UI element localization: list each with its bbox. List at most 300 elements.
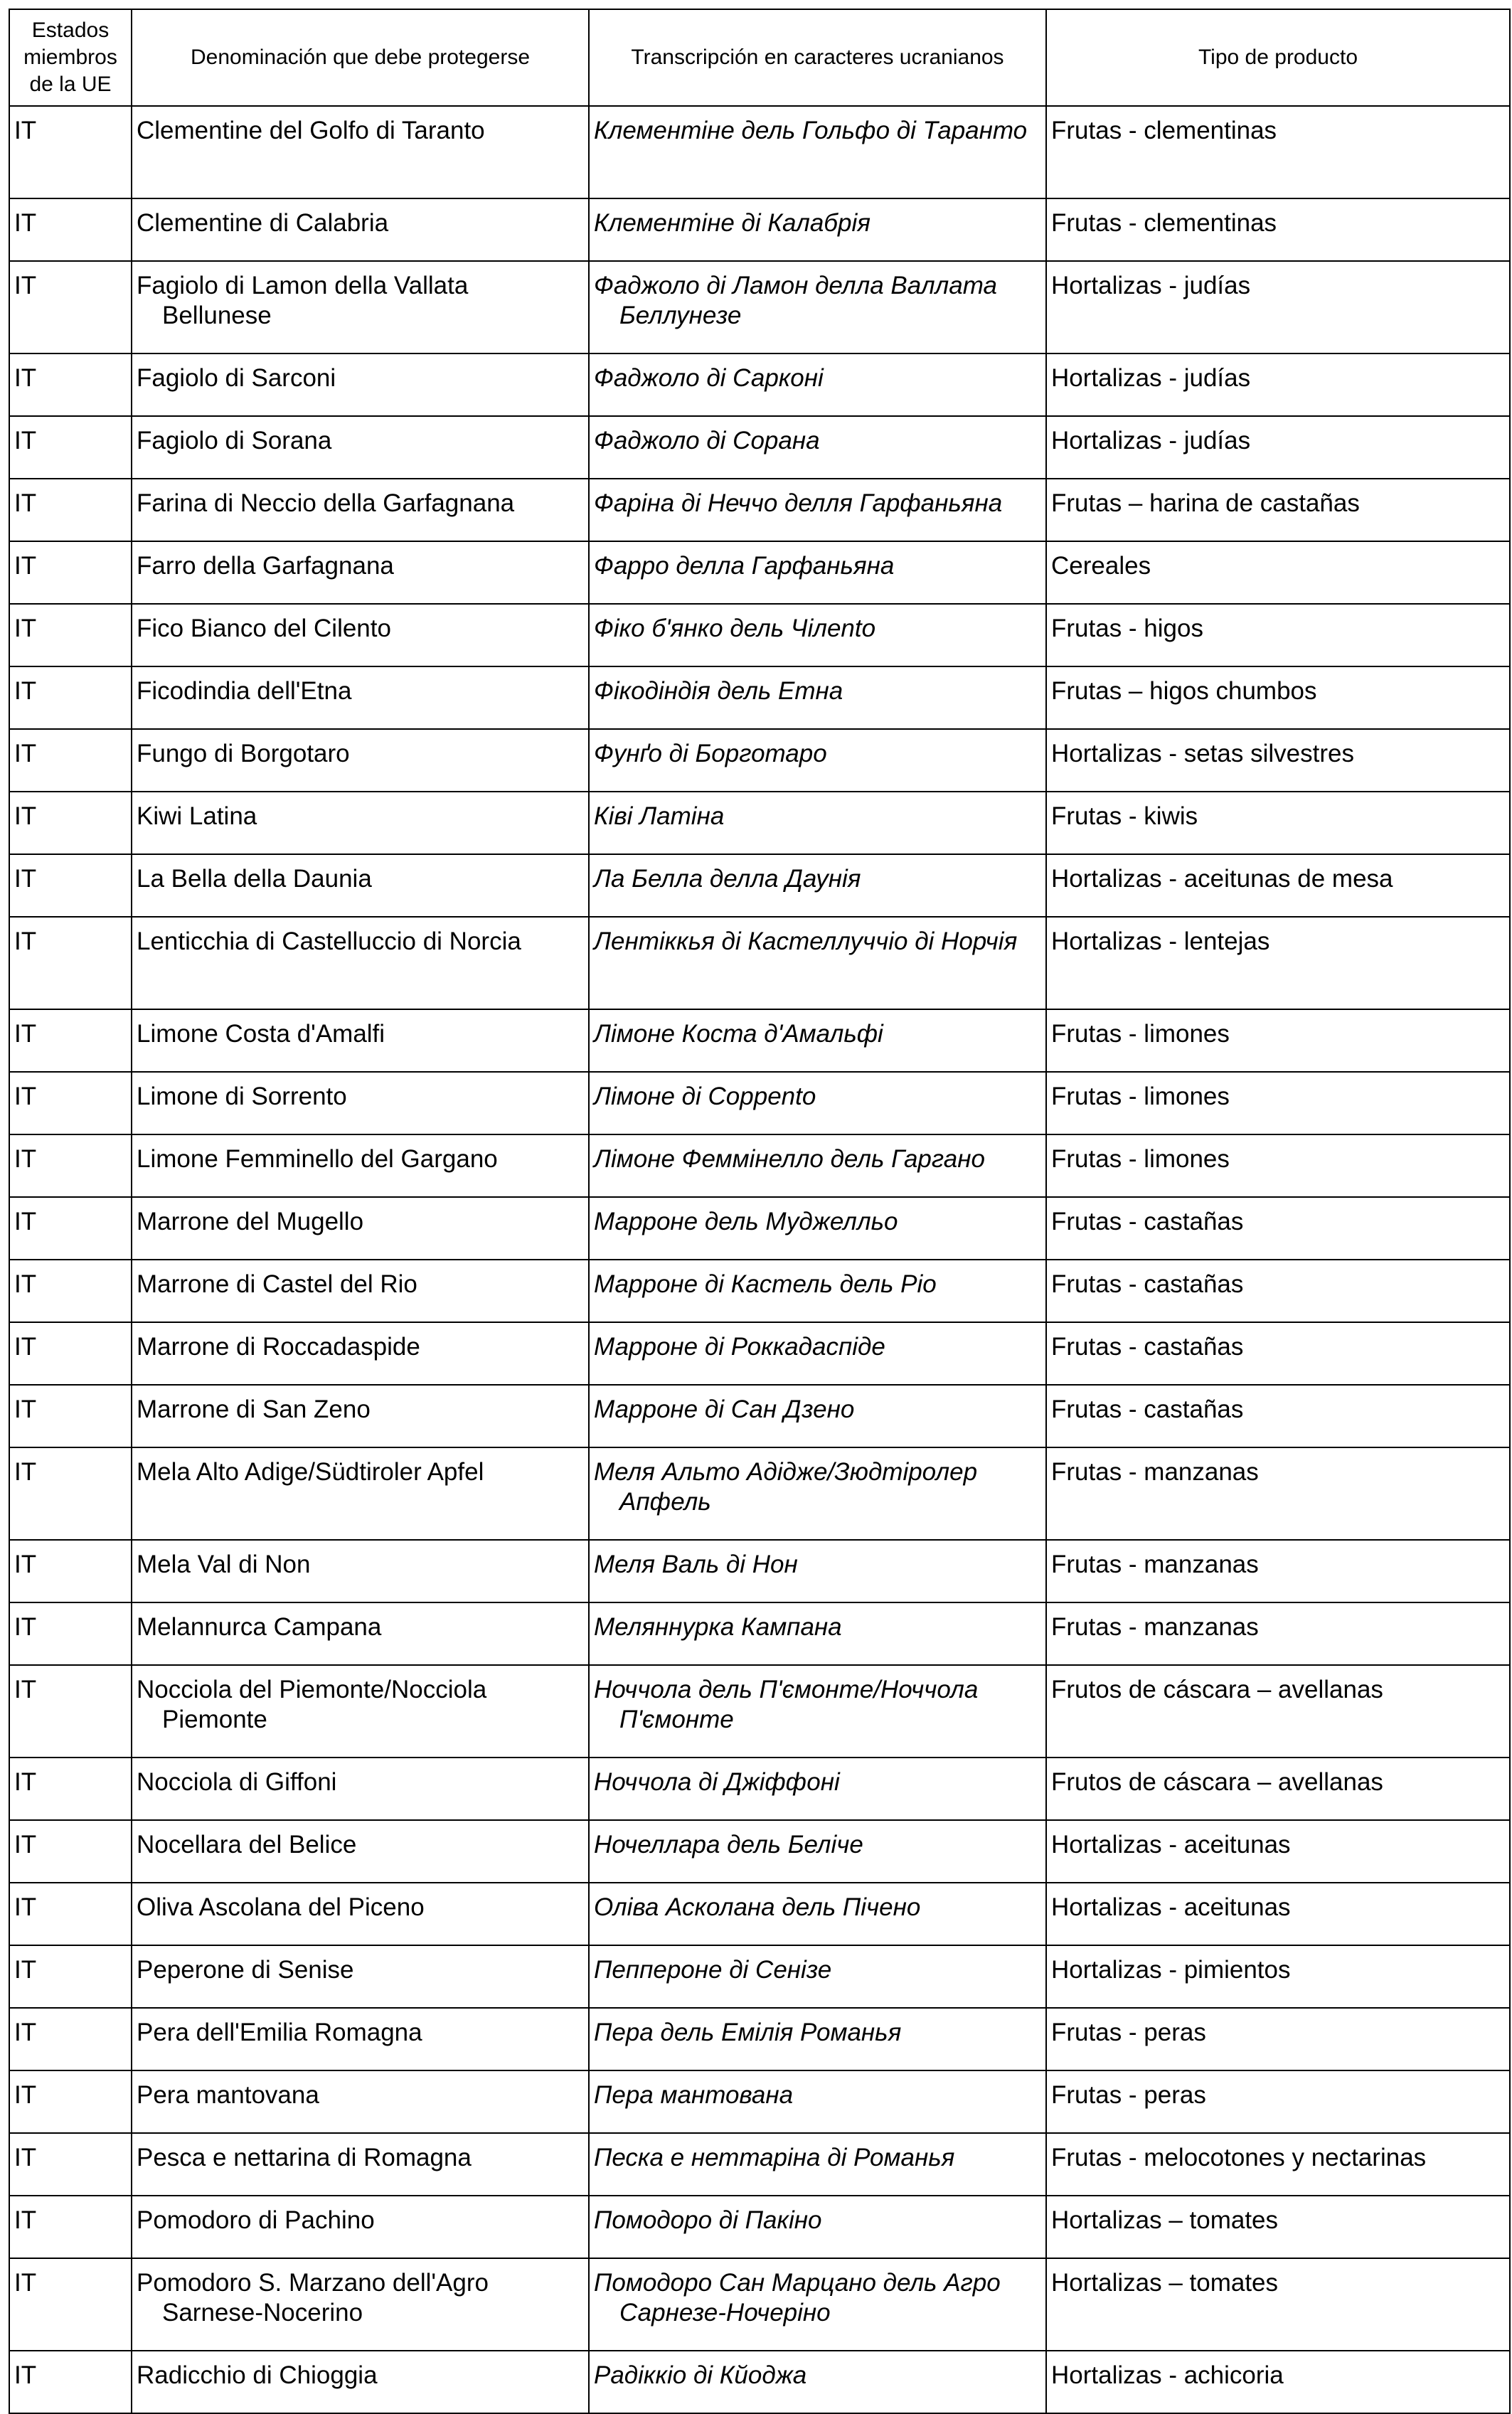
cell-member-state-text: IT	[14, 615, 37, 642]
table-row	[9, 353, 1510, 416]
cell-member-state	[9, 541, 132, 604]
table-row	[9, 1385, 1510, 1447]
cell-product-type	[1046, 479, 1510, 541]
cell-member-state-text: IT	[14, 740, 37, 767]
cell-transcription-text: Клементіне ді Калабрія	[594, 209, 871, 237]
cell-name	[132, 353, 589, 416]
cell-transcription-text: Фарро делла Гарфаньяна	[594, 552, 895, 580]
table-row	[9, 541, 1510, 604]
cell-product-type	[1046, 1540, 1510, 1602]
cell-transcription-text: Лімоне Феммінелло дель Гаргано	[594, 1145, 985, 1173]
cell-name	[132, 2258, 589, 2351]
cell-member-state	[9, 1385, 132, 1447]
cell-product-type	[1046, 541, 1510, 604]
cell-transcription-text: Лімоне Коста д'Амальфі	[594, 1020, 883, 1048]
cell-product-type	[1046, 1602, 1510, 1665]
cell-product-type	[1046, 2133, 1510, 2196]
cell-name-text: Peperone di Senise	[137, 1956, 354, 1984]
cell-product-type	[1046, 1883, 1510, 1945]
cell-member-state	[9, 2351, 132, 2413]
cell-name-text: Mela Val di Non	[137, 1551, 311, 1578]
cell-name	[132, 1134, 589, 1197]
cell-transcription	[589, 1009, 1046, 1072]
cell-product-type-text: Frutas - higos	[1051, 615, 1203, 642]
cell-name	[132, 541, 589, 604]
cell-transcription	[589, 1072, 1046, 1134]
cell-product-type-text: Hortalizas - achicoria	[1051, 2361, 1284, 2389]
cell-name	[132, 106, 589, 198]
cell-name	[132, 1447, 589, 1540]
cell-member-state	[9, 479, 132, 541]
cell-name-text: Fico Bianco del Cilento	[137, 615, 391, 642]
table-row	[9, 2196, 1510, 2258]
cell-name	[132, 1540, 589, 1602]
cell-name-text: Pera dell'Emilia Romagna	[137, 2019, 422, 2046]
cell-member-state	[9, 106, 132, 198]
cell-name-text: Fagiolo di Lamon della Vallata Bellunese	[137, 272, 469, 329]
cell-product-type	[1046, 1447, 1510, 1540]
cell-product-type-text: Hortalizas - judías	[1051, 364, 1251, 392]
cell-member-state-text: IT	[14, 1208, 37, 1235]
cell-product-type	[1046, 729, 1510, 792]
cell-name-text: Nocellara del Belice	[137, 1831, 357, 1859]
cell-name-text: Marrone di Roccadaspide	[137, 1333, 420, 1361]
cell-member-state	[9, 261, 132, 353]
cell-name-text: Ficodindia dell'Etna	[137, 677, 352, 705]
cell-product-type-text: Hortalizas - lentejas	[1051, 927, 1270, 955]
table-row	[9, 479, 1510, 541]
cell-product-type-text: Cereales	[1051, 552, 1151, 580]
cell-member-state	[9, 1883, 132, 1945]
cell-name-text: Limone Costa d'Amalfi	[137, 1020, 385, 1048]
cell-transcription-text: Фунґо ді Борготаро	[594, 740, 827, 767]
cell-member-state	[9, 1260, 132, 1322]
cell-product-type-text: Frutas - castañas	[1051, 1333, 1244, 1361]
cell-product-type-text: Frutas - melocotones y nectarinas	[1051, 2144, 1427, 2171]
cell-product-type	[1046, 106, 1510, 198]
cell-product-type	[1046, 854, 1510, 917]
cell-name	[132, 729, 589, 792]
cell-name-text: Fagiolo di Sarconi	[137, 364, 336, 392]
cell-name-text: Fungo di Borgotaro	[137, 740, 350, 767]
cell-product-type-text: Hortalizas – tomates	[1051, 2206, 1279, 2234]
cell-name-text: Marrone di Castel del Rio	[137, 1270, 417, 1298]
cell-name	[132, 2351, 589, 2413]
table-row	[9, 1072, 1510, 1134]
cell-member-state	[9, 416, 132, 479]
cell-member-state-text: IT	[14, 209, 37, 237]
cell-name-text: Radicchio di Chioggia	[137, 2361, 378, 2389]
cell-product-type-text: Frutas - manzanas	[1051, 1613, 1259, 1641]
table-row	[9, 1820, 1510, 1883]
cell-name	[132, 416, 589, 479]
cell-product-type	[1046, 1009, 1510, 1072]
table-body	[9, 106, 1510, 2413]
cell-name	[132, 604, 589, 666]
cell-transcription	[589, 2133, 1046, 2196]
cell-member-state-text: IT	[14, 2206, 37, 2234]
cell-transcription-text: Меляннурка Кампана	[594, 1613, 842, 1641]
cell-product-type	[1046, 1758, 1510, 1820]
cell-product-type	[1046, 2258, 1510, 2351]
table-row	[9, 792, 1510, 854]
cell-name	[132, 1945, 589, 2008]
cell-name	[132, 666, 589, 729]
cell-member-state-text: IT	[14, 552, 37, 580]
cell-product-type-text: Hortalizas - aceitunas de mesa	[1051, 865, 1393, 893]
table-row	[9, 261, 1510, 353]
cell-transcription	[589, 2258, 1046, 2351]
cell-name-text: Pomodoro S. Marzano dell'Agro Sarnese-Nocerino	[137, 2269, 489, 2327]
table-row	[9, 1665, 1510, 1758]
cell-transcription-text: Радіккіо ді Кйоджа	[594, 2361, 807, 2389]
cell-member-state	[9, 1540, 132, 1602]
cell-transcription	[589, 1758, 1046, 1820]
cell-transcription-text: Оліва Асколана дель Пічено	[594, 1893, 921, 1921]
cell-member-state-text: IT	[14, 2361, 37, 2389]
cell-name-text: Farina di Neccio della Garfagnana	[137, 489, 515, 517]
cell-product-type-text: Hortalizas - aceitunas	[1051, 1831, 1291, 1859]
cell-product-type-text: Frutas - peras	[1051, 2019, 1206, 2046]
cell-transcription	[589, 1260, 1046, 1322]
cell-member-state	[9, 792, 132, 854]
table-row	[9, 1197, 1510, 1260]
cell-transcription	[589, 666, 1046, 729]
cell-name	[132, 1602, 589, 1665]
cell-product-type	[1046, 1072, 1510, 1134]
cell-product-type-text: Hortalizas - judías	[1051, 272, 1251, 299]
cell-transcription	[589, 198, 1046, 261]
table-row	[9, 1540, 1510, 1602]
table-row	[9, 729, 1510, 792]
table-row	[9, 198, 1510, 261]
cell-product-type	[1046, 666, 1510, 729]
table-row	[9, 1602, 1510, 1665]
cell-name-text: Pomodoro di Pachino	[137, 2206, 375, 2234]
cell-name-text: Nocciola di Giffoni	[137, 1768, 337, 1796]
cell-transcription	[589, 1820, 1046, 1883]
cell-product-type-text: Hortalizas – tomates	[1051, 2269, 1279, 2297]
cell-member-state-text: IT	[14, 364, 37, 392]
cell-name	[132, 1009, 589, 1072]
cell-product-type-text: Hortalizas - judías	[1051, 427, 1251, 454]
cell-name	[132, 2008, 589, 2070]
cell-member-state	[9, 1134, 132, 1197]
cell-transcription	[589, 1447, 1046, 1540]
cell-transcription-text: Пеппероне ді Сенізе	[594, 1956, 832, 1984]
cell-member-state-text: IT	[14, 1831, 37, 1859]
cell-transcription-text: Ківі Латіна	[594, 802, 725, 830]
cell-name-text: Kiwi Latina	[137, 802, 257, 830]
cell-product-type	[1046, 2351, 1510, 2413]
cell-product-type-text: Frutas – harina de castañas	[1051, 489, 1360, 517]
cell-product-type	[1046, 1945, 1510, 2008]
cell-transcription	[589, 261, 1046, 353]
cell-product-type-text: Frutas - manzanas	[1051, 1551, 1259, 1578]
cell-product-type	[1046, 604, 1510, 666]
cell-transcription-text: Меля Валь ді Нон	[594, 1551, 798, 1578]
table-row	[9, 2258, 1510, 2351]
table-row	[9, 416, 1510, 479]
cell-product-type-text: Frutas – higos chumbos	[1051, 677, 1317, 705]
table-row	[9, 1758, 1510, 1820]
cell-name	[132, 1072, 589, 1134]
cell-transcription-text: Ночеллара дель Беліче	[594, 1831, 863, 1859]
cell-product-type-text: Frutas - clementinas	[1051, 117, 1277, 144]
cell-product-type-text: Frutas - manzanas	[1051, 1458, 1259, 1486]
cell-transcription	[589, 353, 1046, 416]
cell-product-type	[1046, 1820, 1510, 1883]
cell-transcription	[589, 541, 1046, 604]
cell-member-state	[9, 2133, 132, 2196]
cell-transcription-text: Помодоро Сан Марцано дель Агро Сарнезе-Ночеріно	[594, 2269, 1001, 2327]
cell-member-state	[9, 2070, 132, 2133]
cell-transcription-text: Пера дель Емілія Романья	[594, 2019, 902, 2046]
cell-transcription-text: Марроне ді Сан Дзено	[594, 1395, 855, 1423]
cell-product-type-text: Frutos de cáscara – avellanas	[1051, 1676, 1383, 1703]
cell-transcription-text: Фіко б'янко дель Чілento	[594, 615, 876, 642]
cell-transcription	[589, 1322, 1046, 1385]
cell-transcription	[589, 604, 1046, 666]
cell-product-type	[1046, 1322, 1510, 1385]
cell-member-state-text: IT	[14, 1333, 37, 1361]
cell-member-state	[9, 198, 132, 261]
cell-name	[132, 1260, 589, 1322]
cell-product-type	[1046, 353, 1510, 416]
cell-product-type	[1046, 2196, 1510, 2258]
cell-transcription-text: Помодоро ді Пакіно	[594, 2206, 822, 2234]
cell-transcription	[589, 2070, 1046, 2133]
cell-name-text: Limone di Sorrento	[137, 1083, 347, 1110]
cell-name	[132, 917, 589, 1009]
cell-member-state	[9, 666, 132, 729]
cell-member-state	[9, 2008, 132, 2070]
cell-transcription-text: Ноччола дель П'ємонте/Ноччола П'ємонте	[594, 1676, 979, 1733]
cell-transcription	[589, 1540, 1046, 1602]
table-row	[9, 917, 1510, 1009]
cell-transcription-text: Фікодіндія дель Етна	[594, 677, 843, 705]
table-row	[9, 106, 1510, 198]
cell-member-state-text: IT	[14, 1956, 37, 1984]
cell-transcription-text: Ноччола ді Джіффоні	[594, 1768, 840, 1796]
cell-member-state-text: IT	[14, 1020, 37, 1048]
cell-transcription-text: Пера мантована	[594, 2081, 794, 2109]
cell-name-text: Clementine di Calabria	[137, 209, 389, 237]
cell-transcription-text: Фаджоло ді Ламон делла Валлата Беллунезе	[594, 272, 997, 329]
cell-name	[132, 792, 589, 854]
cell-transcription	[589, 792, 1046, 854]
table-row	[9, 2133, 1510, 2196]
cell-member-state	[9, 604, 132, 666]
cell-transcription-text: Фаджоло ді Сорана	[594, 427, 820, 454]
cell-member-state-text: IT	[14, 1613, 37, 1641]
cell-transcription	[589, 917, 1046, 1009]
cell-member-state-text: IT	[14, 117, 37, 144]
cell-product-type-text: Frutas - castañas	[1051, 1208, 1244, 1235]
header-transcription: Transcripción en caracteres ucranianos	[589, 9, 1046, 106]
cell-transcription-text: Ла Белла делла Даунія	[594, 865, 861, 893]
cell-name-text: Marrone di San Zeno	[137, 1395, 371, 1423]
cell-name	[132, 1883, 589, 1945]
cell-member-state	[9, 854, 132, 917]
cell-transcription-text: Фаріна ді Неччо делля Гарфаньяна	[594, 489, 1003, 517]
table-row	[9, 1447, 1510, 1540]
cell-member-state-text: IT	[14, 489, 37, 517]
cell-member-state-text: IT	[14, 1145, 37, 1173]
table-row	[9, 604, 1510, 666]
cell-product-type-text: Frutas - castañas	[1051, 1270, 1244, 1298]
cell-name	[132, 1820, 589, 1883]
cell-member-state	[9, 1820, 132, 1883]
cell-transcription	[589, 1134, 1046, 1197]
cell-name	[132, 261, 589, 353]
cell-product-type-text: Frutas - limones	[1051, 1020, 1230, 1048]
cell-member-state-text: IT	[14, 927, 37, 955]
header-member-state: Estados miembros de la UE	[9, 9, 132, 106]
cell-member-state-text: IT	[14, 1768, 37, 1796]
cell-name	[132, 2196, 589, 2258]
cell-transcription	[589, 1602, 1046, 1665]
cell-transcription	[589, 1945, 1046, 2008]
table-row	[9, 854, 1510, 917]
cell-product-type	[1046, 261, 1510, 353]
cell-name	[132, 1385, 589, 1447]
cell-member-state-text: IT	[14, 1270, 37, 1298]
header-name: Denominación que debe protegerse	[132, 9, 589, 106]
cell-member-state	[9, 917, 132, 1009]
cell-transcription-text: Лімоне ді Соррento	[594, 1083, 816, 1110]
cell-name-text: Fagiolo di Sorana	[137, 427, 332, 454]
cell-product-type-text: Frutos de cáscara – avellanas	[1051, 1768, 1383, 1796]
table-row	[9, 2351, 1510, 2413]
cell-name	[132, 198, 589, 261]
cell-member-state-text: IT	[14, 427, 37, 454]
cell-member-state-text: IT	[14, 802, 37, 830]
cell-transcription-text: Фаджоло ді Сарконі	[594, 364, 824, 392]
cell-product-type-text: Hortalizas - setas silvestres	[1051, 740, 1354, 767]
cell-transcription-text: Марроне дель Муджелльо	[594, 1208, 898, 1235]
cell-member-state	[9, 1322, 132, 1385]
cell-name-text: Melannurca Campana	[137, 1613, 382, 1641]
cell-name-text: Limone Femminello del Gargano	[137, 1145, 498, 1173]
cell-transcription	[589, 729, 1046, 792]
cell-transcription-text: Меля Альто Адідже/Зюдтіролер Апфель	[594, 1458, 978, 1516]
table-row	[9, 2070, 1510, 2133]
cell-member-state-text: IT	[14, 1083, 37, 1110]
geographical-indications-table	[9, 9, 1511, 2414]
table-row	[9, 2008, 1510, 2070]
cell-member-state-text: IT	[14, 1676, 37, 1703]
cell-member-state	[9, 353, 132, 416]
cell-name	[132, 2133, 589, 2196]
cell-product-type-text: Frutas - limones	[1051, 1083, 1230, 1110]
cell-product-type	[1046, 2008, 1510, 2070]
cell-product-type	[1046, 1197, 1510, 1260]
cell-member-state	[9, 1758, 132, 1820]
cell-member-state-text: IT	[14, 2269, 37, 2297]
table-row	[9, 1945, 1510, 2008]
cell-member-state	[9, 729, 132, 792]
cell-member-state	[9, 1197, 132, 1260]
cell-product-type	[1046, 1260, 1510, 1322]
cell-member-state-text: IT	[14, 1458, 37, 1486]
cell-product-type	[1046, 1134, 1510, 1197]
cell-transcription-text: Клементіне дель Гольфо ді Таранто	[594, 117, 1028, 144]
table-row	[9, 1322, 1510, 1385]
cell-name	[132, 854, 589, 917]
cell-transcription	[589, 416, 1046, 479]
cell-transcription	[589, 1883, 1046, 1945]
cell-product-type-text: Frutas - castañas	[1051, 1395, 1244, 1423]
header-row	[9, 9, 1510, 106]
cell-product-type-text: Hortalizas - pimientos	[1051, 1956, 1291, 1984]
cell-product-type-text: Frutas - limones	[1051, 1145, 1230, 1173]
cell-member-state-text: IT	[14, 1893, 37, 1921]
cell-member-state-text: IT	[14, 2081, 37, 2109]
cell-name-text: Mela Alto Adige/Südtiroler Apfel	[137, 1458, 484, 1486]
cell-member-state	[9, 1665, 132, 1758]
cell-transcription	[589, 2351, 1046, 2413]
cell-member-state-text: IT	[14, 677, 37, 705]
cell-name	[132, 479, 589, 541]
cell-transcription	[589, 2008, 1046, 2070]
cell-member-state	[9, 1602, 132, 1665]
cell-transcription-text: Марроне ді Роккадаспіде	[594, 1333, 885, 1361]
cell-transcription	[589, 854, 1046, 917]
cell-product-type	[1046, 792, 1510, 854]
cell-transcription	[589, 106, 1046, 198]
cell-member-state	[9, 1009, 132, 1072]
cell-member-state	[9, 1447, 132, 1540]
cell-name-text: Oliva Ascolana del Piceno	[137, 1893, 425, 1921]
cell-name-text: Clementine del Golfo di Taranto	[137, 117, 485, 144]
table-row	[9, 1009, 1510, 1072]
cell-product-type-text: Frutas - clementinas	[1051, 209, 1277, 237]
cell-member-state	[9, 1945, 132, 2008]
cell-name	[132, 1197, 589, 1260]
cell-name	[132, 1758, 589, 1820]
cell-member-state-text: IT	[14, 1551, 37, 1578]
cell-name-text: Lenticchia di Castelluccio di Norcia	[137, 927, 521, 955]
cell-product-type-text: Hortalizas - aceitunas	[1051, 1893, 1291, 1921]
table-header	[9, 9, 1510, 106]
cell-name-text: Pesca e nettarina di Romagna	[137, 2144, 472, 2171]
cell-name	[132, 2070, 589, 2133]
cell-transcription	[589, 1665, 1046, 1758]
cell-product-type-text: Frutas - peras	[1051, 2081, 1206, 2109]
cell-member-state-text: IT	[14, 2019, 37, 2046]
cell-member-state-text: IT	[14, 272, 37, 299]
header-product-type: Tipo de producto	[1046, 9, 1510, 106]
cell-member-state-text: IT	[14, 865, 37, 893]
cell-transcription-text: Песка е неттаріна ді Романья	[594, 2144, 955, 2171]
table-row	[9, 1260, 1510, 1322]
cell-transcription-text: Лентіккья ді Кастеллуччіо ді Норчія	[594, 927, 1018, 955]
cell-product-type	[1046, 416, 1510, 479]
cell-product-type	[1046, 2070, 1510, 2133]
cell-transcription	[589, 1197, 1046, 1260]
cell-transcription	[589, 479, 1046, 541]
table-row	[9, 1883, 1510, 1945]
cell-product-type-text: Frutas - kiwis	[1051, 802, 1198, 830]
cell-member-state-text: IT	[14, 1395, 37, 1423]
cell-member-state	[9, 2196, 132, 2258]
cell-product-type	[1046, 1385, 1510, 1447]
cell-transcription-text: Марроне ді Кастель дель Ріо	[594, 1270, 937, 1298]
table-row	[9, 1134, 1510, 1197]
cell-product-type	[1046, 1665, 1510, 1758]
cell-name-text: Farro della Garfagnana	[137, 552, 394, 580]
